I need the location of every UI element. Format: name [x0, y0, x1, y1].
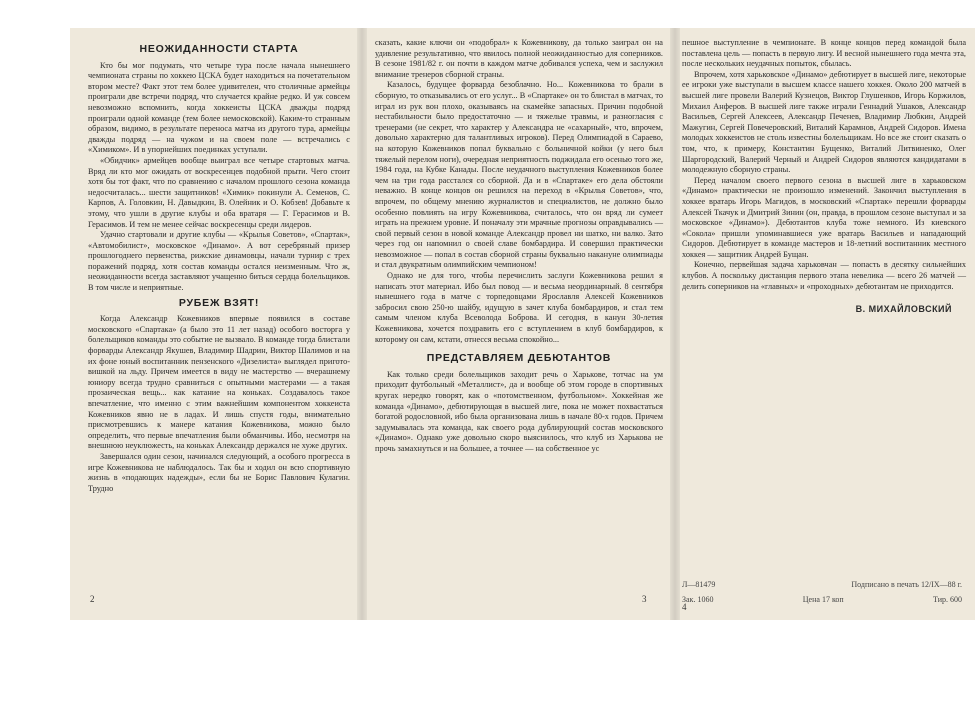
page-number: 2 — [90, 594, 95, 604]
paragraph: Кто бы мог подумать, что четыре тура после начала нынешнего чемпионата страны по хоккею ЦСКА будет находиться на почетательном втором месте? Факт этот тем более удивителен, что столичные армейцы проиграли две встречи подряд, что случается крайне редко. И уж совсем невозможно вспомнить, когда хоккеисты ЦСКА дважды подряд проиграли одной команде (тем более немосковской). Каким-то странным образом, видимо, в результате переноса матча из другого тура, армейцы дважды подряд — на чужом и на своем поле — встречались с «Химиком». И в упорнейших поединках уступали. — [88, 60, 350, 155]
imprint-block — [682, 580, 962, 610]
article-title: РУБЕЖ ВЗЯТ! — [178, 296, 260, 309]
imprint-run: Тир. 600 — [933, 595, 962, 604]
paragraph: Удачно стартовали и другие клубы — «Крылья Советов», «Спартак», «Автомобилист», московское «Динамо». А вот серебряный призер прошлогоднего первенства, рижские динамовцы, начали турнир с трех поражений подряд, хотя состав команды остался неизменным. Что ж, неожиданности всегда заставляют учащенно биться сердца болельщиков. В том числе и неприятные. — [88, 230, 350, 293]
paragraph: Казалось, будущее форварда безоблачно. Но... Кожевникова то брали в сборную, то отказывались от его услуг... В «Спартаке» он то блистал в матчах, то играл из рук вон плохо, оказываясь на скамейке запасных. Причин подобной нестабильности было предостаточно — и тяжелые травмы, и разногласия с тренерами (не секрет, что характер у Александра не «сахарный», что, впрочем, довольно характерно для талантливых игроков). Перед Олимпиадой в Сараево, на которую Кожевников попал буквально с больничной койки (у него был тяжелый перелом ноги), очередная неприятность поджидала его осенью того же, 1984 года, на Кубке Канады. После неудачного выступления Кожевников более чем на три года расстался со сборной. Да и в «Спартаке» его дела обстояли неважно. В конце концов он решился на переход в «Крылья Советов», что, впрочем, по общему мнению журналистов и специалистов, не должно было особенно повлиять на игру Кожевникова, считалось, что он вряд ли сумеет играть на прежнем уровне. И поначалу эти мрачные прогнозы оправдывались — свой первый сезон в новой команде Александр провел ни шатко, ни валко. Зато через год он напомнил о своей славе бомбардира. И совершил практически невозможное — попал в состав сборной страны буквально накануне олимпиады и стал двукратным олимпийским чемпионом! — [375, 80, 663, 270]
paragraph: Перед началом своего первого сезона в высшей лиге в харьковском «Динамо» практически не произошло изменений. Закончил выступления в хоккее вратарь Игорь Магидов, в московский «Спартак» перешли форварды Алексей Ткачук и Дмитрий Зинин (он, правда, в прошлом сезоне выступал и за московское «Динамо»). Дебютантов клуба тоже немного. Из киевского «Сокола» пришли упоминавшиеся уже вратарь Васильев и нападающий Сидоров. Дебютирует в команде мастеров и 18-летний воспитанник местного хоккея — защитник Андрей Бущан. — [682, 175, 966, 259]
page-fold — [357, 28, 367, 620]
paragraph: пешное выступление в чемпионате. В конце концов перед командой была поставлена цель — попасть в первую лигу. И весной нынешнего года мечта эта, после нескольких неудачных попыток, сбылась. — [682, 38, 966, 69]
paragraph: Впрочем, хотя харьковское «Динамо» дебютирует в высшей лиге, некоторые ее игроки уже выступали в высшем классе нашего хоккея. Около 200 матчей в высшей лиге провели Валерий Кузнецов, Виктор Глушенков, Игорь Коржилов, Михаил Анферов. В высшей лиге также играли Геннадий Ушаков, Александр Васильев, Сергей Алексеев, Александр Печенев, Владимир Любкин, Андрей Мажугин, Сергей Повечеровский, Виталий Карамнов, Андрей Сидоров. Имена молодых хоккеистов не столь известны болельщикам. Но все же стоит сказать о том, что, к примеру, Константин Бущенко, Виталий Литвиненко, Олег Шаргородский, Валерий Черный и Андрей Сидоров являются кандидатами в молодежную сборную страны. — [682, 69, 966, 175]
imprint-code: Л—81479 — [682, 580, 716, 589]
page-fold — [670, 28, 680, 620]
imprint-signed: Подписано в печать 12/IX—88 г. — [851, 580, 962, 589]
page-4-column — [682, 38, 966, 315]
page-number: 3 — [642, 594, 647, 604]
paragraph: Когда Александр Кожевников впервые появился в составе московского «Спартака» (а было это 11 лет назад) особого восторга у болельщиков команды это событие не вызвало. В команде тогда блистали форварды Александр Якушев, Владимир Шадрин, Виктор Шалимов и на их фоне юный воспитанник пензенского «Дизелиста» выглядел приготовишкой на льду. Причем имеется в виду не мастерство — вчерашнему юниору всегда трудно сравниться с опытными мастерами — а такая прозаическая вещь... как катание на коньках. Создавалось такое впечатление, что именно с этим важнейшим компонентом хоккеиста Кожевников явно не в ладах. И лишь спустя годы, внимательно присмотревшись к манере катания Кожевникова, можно было определить, что первые впечатления были обманчивы. Ибо, несмотря на внешнюю неуклюжесть, на коньках Александр держался не хуже других. — [88, 314, 350, 451]
paragraph: «Обидчик» армейцев вообще выиграл все четыре стартовых матча. Вряд ли кто мог ожидать от воскресенцев подобной прыти. Чего стоит хотя бы тот факт, что по сравнению с началом прошлого сезона команда недосчиталась... шести защитников! «Химик» покинули А. Семенов, С. Карпов, А. Головкин, Н. Давыдкин, В. Олейник и О. Кобзев! Добавьте к этому, что ушли в другие клубы и оба вратаря — Г. Герасимов и В. Герасимов. И тем не менее сейчас воскресенцы среди лидеров. — [88, 155, 350, 229]
page-3-column — [375, 38, 663, 455]
author-signature: В. МИХАЙЛОВСКИЙ — [855, 304, 952, 315]
paragraph: Завершался один сезон, начинался следующий, а особого прогресса в игре Кожевникова не наблюдалось. Так бы и ходил он всю спортивную жизнь в «подающих надежды», если бы не Борис Павлович Кулагин. Трудно — [88, 451, 350, 493]
article-title: ПРЕДСТАВЛЯЕМ ДЕБЮТАНТОВ — [426, 352, 612, 365]
article-title: НЕОЖИДАННОСТИ СТАРТА — [139, 43, 299, 55]
paragraph: Однако не для того, чтобы перечислить заслуги Кожевникова решил я написать этот материал. Ибо был повод — и весьма неординарный. 8 сентября нынешнего года в матче с торпедовцами Ярославля Алексей Кожевников забросил свою 250-ю шайбу, идущую в зачет клуба бомбардиров, и стал тем самым членом клуба Всеволода Боброва. И сегодня, в канун 30-летия Кожевникова, хочется поздравить его с вступлением в клуб бомбардиров, к которому он сам, кстати, отнесся весьма спокойно... — [375, 271, 663, 344]
booklet-sheet — [70, 28, 975, 620]
imprint-price: Цена 17 коп — [802, 595, 844, 604]
paragraph: Как только среди болельщиков заходит речь о Харькове, тотчас на ум приходит футбольный «Металлист», да и вообще об этом городе в спортивных кругах нередко говорят, как о «потомственном, футбольном». Хоккейная же команда «Динамо», дебютирующая в высшей лиге, пока не может похвастаться богатой родословной, ибо была организована лишь в начале 80-х годов. Причем задумывалась эта команда, как своего рода дублирующий состав московского «Динамо». Однако уже довольно скоро выяснилось, что клуб из Харькова не прочь замахнуться и на большее, а точнее — на собственное ус — [375, 369, 663, 453]
paragraph: сказать, какие ключи он «подобрал» к Кожевникову, да только заиграл он на удивление результативно, что явилось полной неожиданностью для соперников. В сезоне 1981/82 г. он почти в каждом матче добивался успеха, чем и заслужил внимание тренеров сборной страны. — [375, 38, 663, 79]
paragraph: Конечно, первейшая задача харьковчан — попасть в десятку сильнейших клубов. А поскольку дистанция первого этапа невелика — всего 26 матчей — делить соперников на «главных» и «проходных» дебютантам не приходится. — [682, 260, 966, 291]
imprint-order: Зак. 1060 — [682, 595, 714, 604]
page-2-column — [88, 40, 350, 494]
page-number: 4 — [682, 602, 687, 612]
